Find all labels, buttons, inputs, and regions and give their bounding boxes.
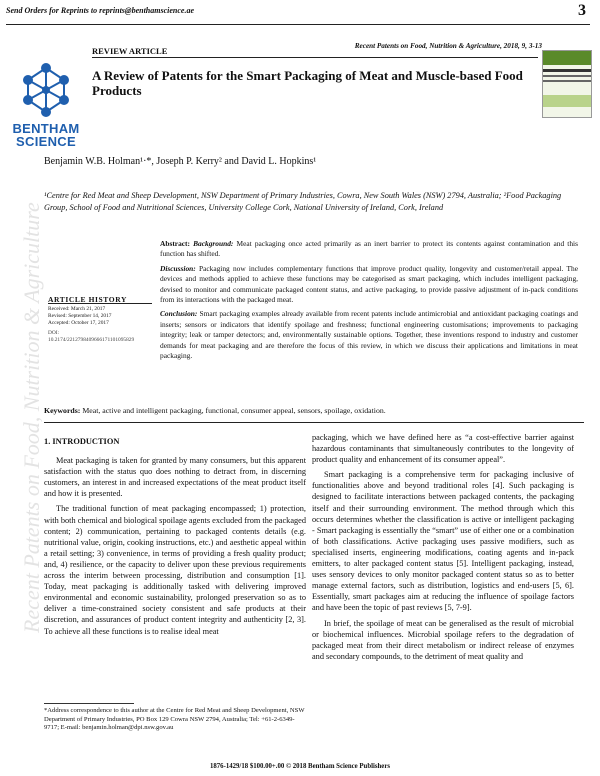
footnote-rule — [44, 703, 134, 704]
body-right-column — [312, 432, 574, 666]
logo-word-science: SCIENCE — [16, 134, 76, 149]
article-history — [48, 306, 152, 344]
keywords-text: Meat, active and intelligent packaging, functional, consumer appeal, sensors, spoilage, oxidation. — [82, 406, 386, 415]
received-date: Received: March 21, 2017 — [48, 306, 106, 312]
doi-label: DOI: — [48, 330, 60, 336]
intro-paragraph-2: The traditional function of meat packaging encompassed; 1) protection, with both chemical and biological spoilage agents excluded from the packaged content; 2) communication, pertaining to packaged contents details (e.g. nutritional value, origin, cooking instructions, etc.) and aesthetic appeal within a retail setting; 3) convenience, in terms of providing a fresh quality product; and, 4) resilience, or the capacity to deliver upon these previous requirements across the interim between processing, distribution and consumption [1]. Today, meat packaging is additionally tasked with delivering improved environmental and economic sustainability, prolonged preservation so as to deliver a time-constrained society consistent and safe products at their discretion, and assurances of product content integrity and authenticity [2, 3]. To achieve all these functions is to realise ideal meat — [44, 504, 306, 636]
doi-value[interactable]: 10.2174/2212798409666171101095829 — [48, 337, 135, 343]
keywords-rule — [44, 422, 584, 423]
conclusion-label: Conclusion: — [160, 309, 198, 319]
intro-paragraph-1: Meat packaging is taken for granted by many consumers, but this apparent satisfaction with the status quo does nothing to detract from, in discerning customers, an interest in and increased expectations of the meat product itself and how it is presented. — [44, 456, 306, 499]
publisher-logo — [8, 60, 84, 150]
body-left-column — [44, 436, 306, 641]
page-number: 3 — [578, 2, 586, 19]
discussion-label: Discussion: — [160, 263, 196, 273]
article-title: A Review of Patents for the Smart Packaging of Meat and Muscle-based Food Products — [92, 68, 523, 98]
article-history-heading: ARTICLE HISTORY — [48, 295, 127, 304]
header-rule — [92, 57, 538, 58]
affiliations: ¹Centre for Red Meat and Sheep Development, NSW Department of Primary Industries, Cowra, New South Wales (NSW) 2794, Australia; ²Food Packaging Group, School of Food and Nutritional Sciences, University College Cork, National University of Ireland, Cork, Ireland — [44, 191, 562, 212]
watermark: Recent Patents on Food, Nutrition & Agriculture — [19, 202, 44, 633]
top-rule — [6, 24, 590, 25]
accepted-date: Accepted: October 17, 2017 — [48, 320, 109, 326]
article-type: REVIEW ARTICLE — [92, 46, 168, 56]
keywords — [44, 406, 584, 415]
background-label: Background: — [193, 239, 234, 248]
right-paragraph-continued: packaging, which we have defined here as “a cost-effective barrier against hazardous contaminants that simultaneously contributes to the longevity of product quality and enhancement of its consumer appeal”. — [312, 433, 574, 465]
molecule-logo-icon — [8, 60, 84, 120]
keywords-label: Keywords: — [44, 406, 81, 415]
revised-date: Revised: September 14, 2017 — [48, 313, 112, 319]
journal-citation: Recent Patents on Food, Nutrition & Agriculture, 2018, 9, 3-13 — [354, 42, 542, 50]
logo-word-bentham: BENTHAM — [12, 121, 80, 136]
right-paragraph-spoilage: In brief, the spoilage of meat can be generalised as the result of microbial or biochemical influences. Microbial spoilage refers to the degradation of packaged meat from their direct metabolism or indirect release of enzymes and secondary compounds, to the detriment of meat quality and — [312, 618, 574, 661]
abstract — [160, 239, 578, 365]
history-rule — [48, 303, 152, 304]
reprint-notice: Send Orders for Reprints to reprints@benthamscience.ae — [6, 6, 194, 15]
correspondence-footnote: *Address correspondence to this author at the Centre for Red Meat and Sheep Development, NSW Department of Primary Industries, PO Box 129 Cowra NSW 2794, Australia; Tel: +61-2-6349-9717; E-mail: benjamin.holman@dpi.nsw.gov.au — [44, 707, 305, 732]
page-footer: 1876-1429/18 $100.00+.00 © 2018 Bentham Science Publishers — [209, 763, 390, 770]
section-heading-introduction: 1. INTRODUCTION — [44, 437, 120, 446]
abstract-label: Abstract: — [160, 239, 190, 248]
abstract-background: Meat packaging once acted primarily as an inert barrier to protect its contents against contamination and this function has shifted. — [160, 239, 578, 259]
abstract-discussion: Packaging now includes complementary functions that improve product quality, longevity and customer/retail appeal. The devices and methods applied to achieve these functions may be categorised as smart packaging, which includes intelligent packaging, devised to monitor and communicate packaged content status, and active packaging, to provide passive adjustment of in-pack conditions from its interactions with the packaged meat. — [160, 263, 578, 305]
abstract-conclusion: Smart packaging examples already available from recent patents include antimicrobial and antioxidant packaging coatings and inserts; sensors or indicators that identify spoilage and freshness; functional engineering customisations; improvements to packaging integrity; leak or tamper detectors; and, environmentally sustainable options. Together, these inventions respond to industry and customer demands for meat packaging and are therefore the focus of this review, in which we discuss their applications and limitations in meat packaging. — [160, 309, 578, 361]
author-list: Benjamin W.B. Holman¹·*, Joseph P. Kerry² and David L. Hopkins¹ — [44, 156, 317, 167]
journal-cover-thumbnail — [542, 50, 592, 118]
right-paragraph-smart-packaging: Smart packaging is a comprehensive term for packaging inclusive of functionalities above and beyond traditional roles [4]. Such packaging is designed to facilitate interactions between packaged contents, the packaging itself and their surrounding environment. The method through which this occurs determines whether the classification is active or intelligent packaging - Smart packaging is essentially the “smart” use of either one or a combination of both classifications. Active packaging uses passive modifiers, such as specialised inserts, engineering modifications, coating agents and in-pack emitters, to alter packaged content status [5]. Intelligent packaging, instead, uses sensory devices to only monitor packaged content status so as to better manage external factors, such as distribution, logistics and end-users [5, 6]. Essentially, smart packages aim at reducing the influence of spoilage factors and have been the topic of past reviews [5, 7-9]. — [312, 470, 574, 613]
